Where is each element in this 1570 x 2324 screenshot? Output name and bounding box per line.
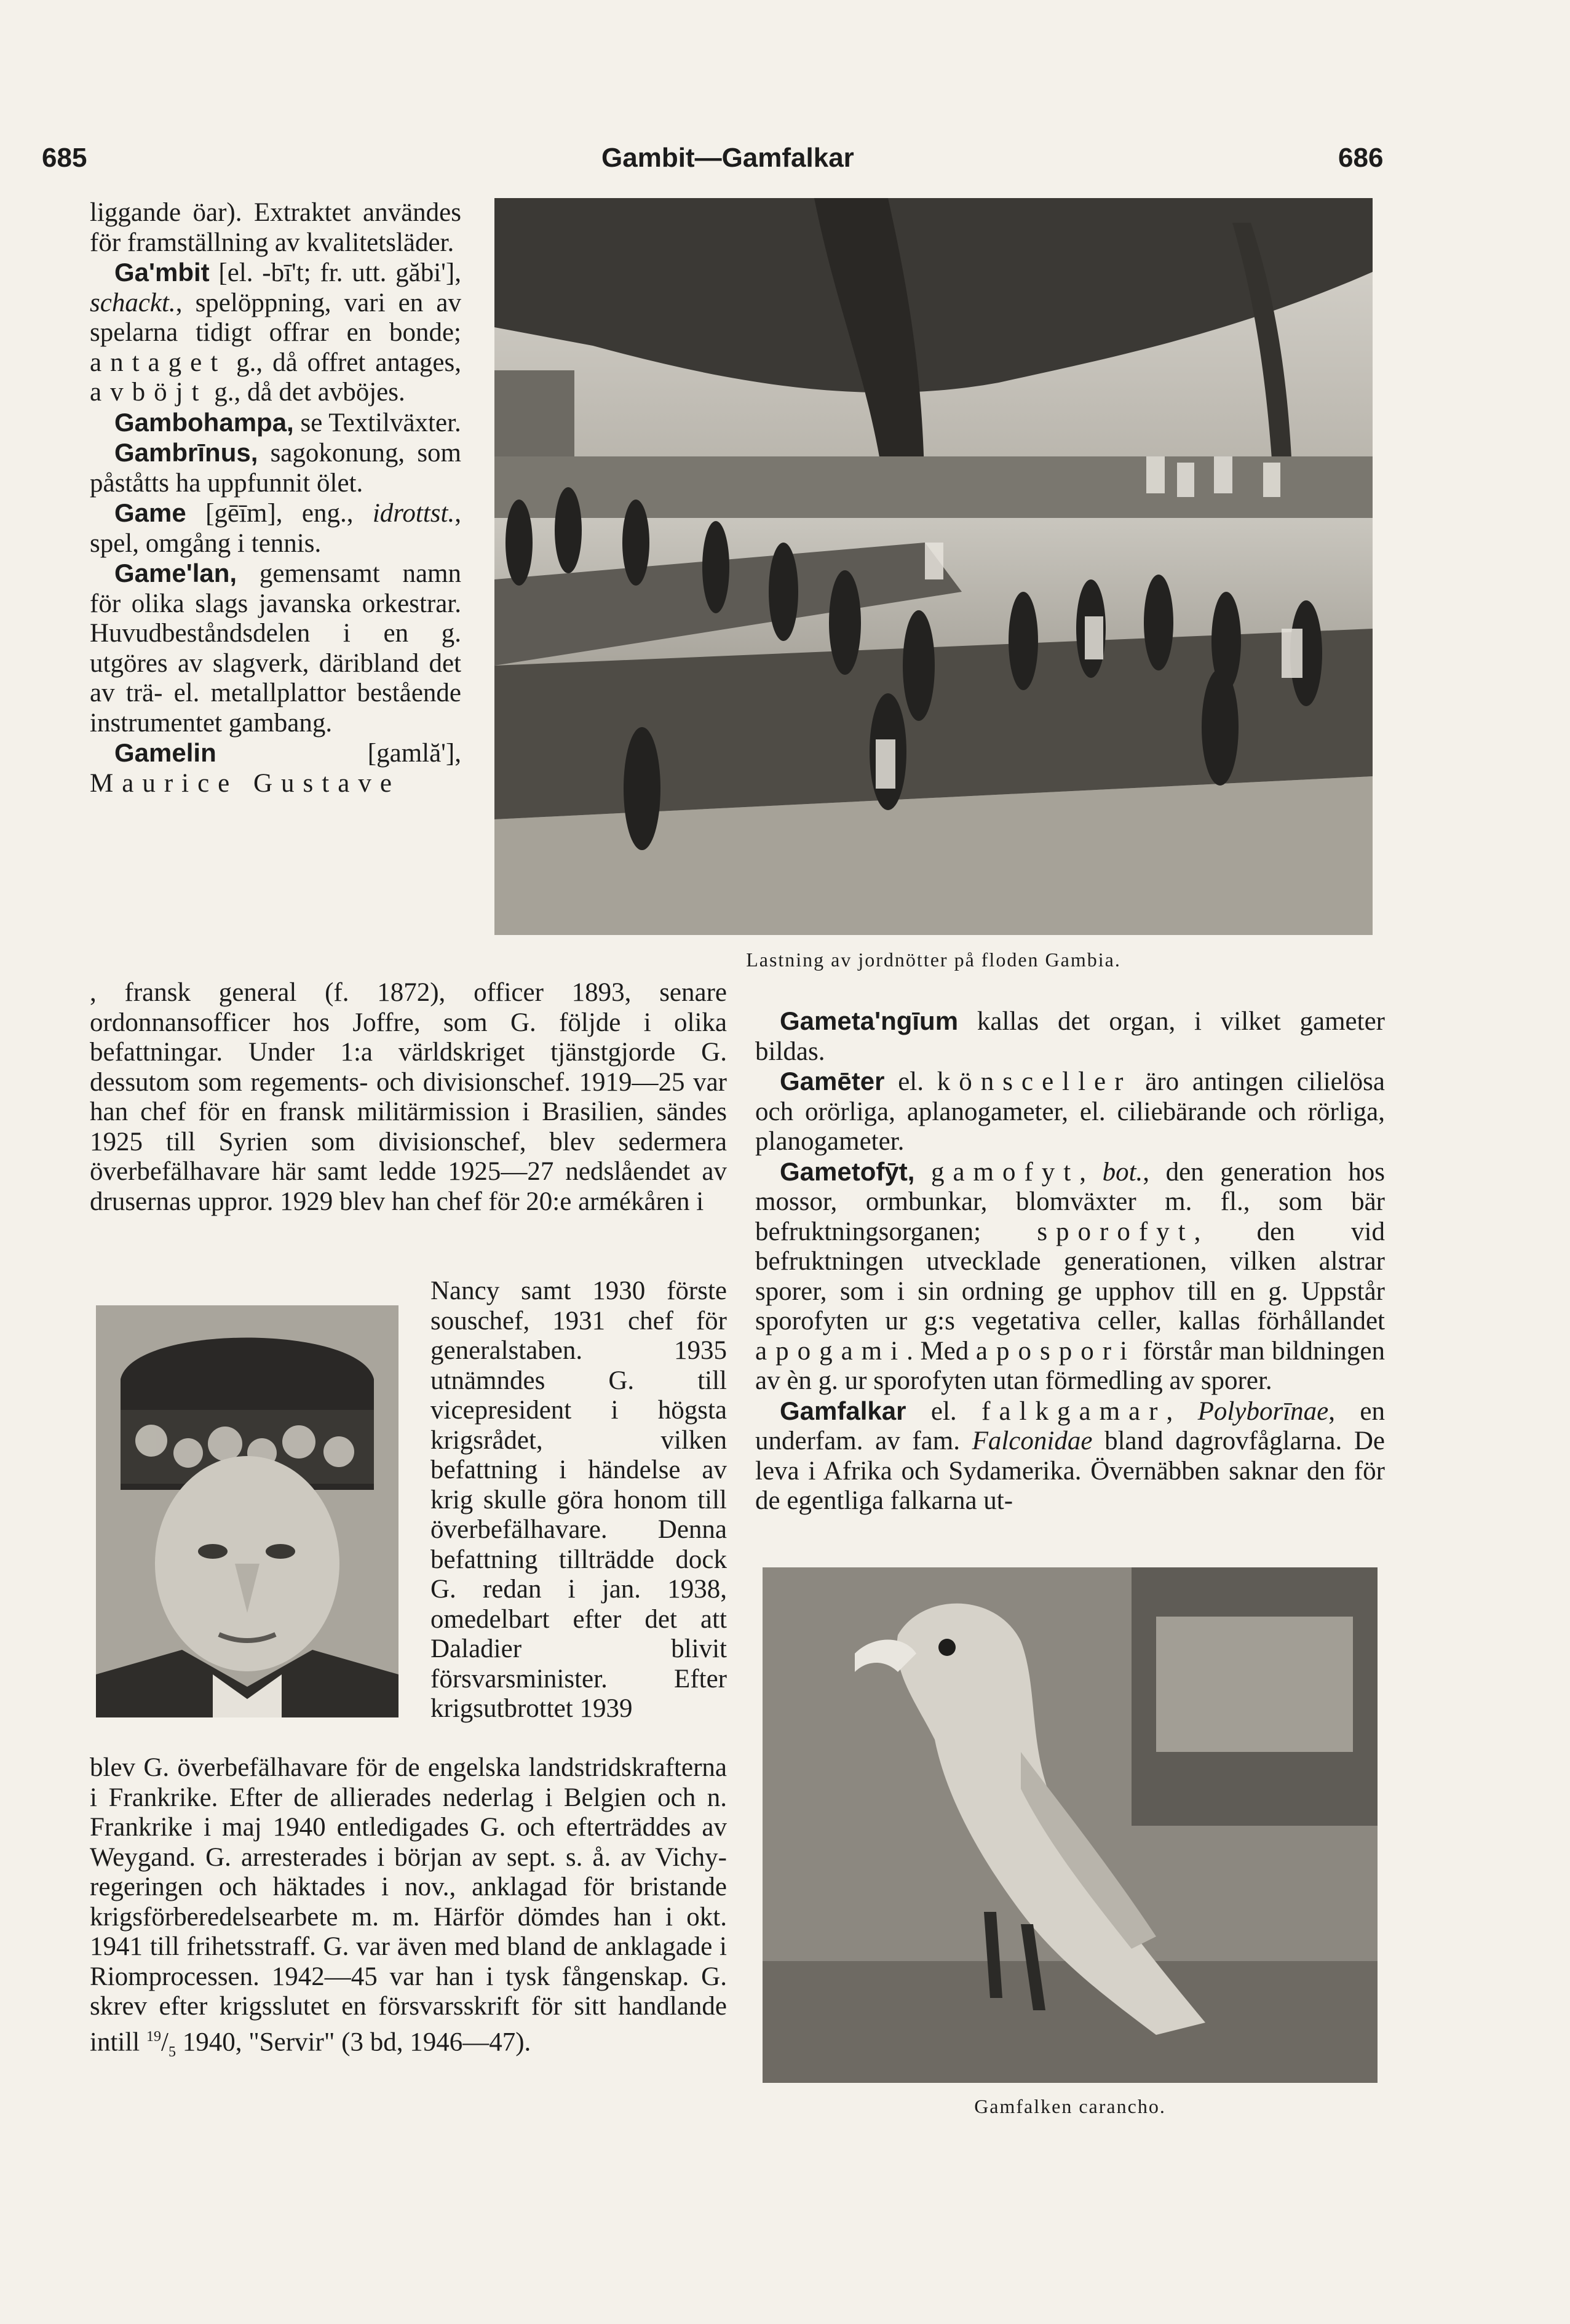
photo-gambia-river [494,198,1373,935]
latin-name: Polyborīnae [1197,1396,1329,1426]
entry-gambit [90,258,461,408]
entry-text: kallas det organ, i vilket gameter bildas. [755,1007,1385,1066]
entry-gamelin-start [90,738,461,798]
entry-gamelin-b: Nancy samt 1930 förste souschef, 1931 chef för generalstaben. 1935 utnämndes G. till vicepresident i högsta krigsrådet, vilken befattning i händelse av krig skulle göra honom till överbefälhavare. Denna befattning tillträdde dock G. redan i jan. 1938, omedelbart efter det att Daladier blivit försvarsminister. Efter krigsutbrottet 1939 [430,1276,727,1723]
page-number-right: 686 [1338,143,1384,173]
headword: Gamēter [780,1067,885,1096]
spaced-term: apospori [975,1336,1136,1366]
caption-caracara: Gamfalken carancho. [974,2095,1166,2117]
headword: Gambrīnus, [114,438,258,467]
entry-gamelin-a: , fransk general (f. 1872), officer 1893, senare ordonnansofficer hos Joffre, som G. följde i olika befattningar. Under 1:a världskriget tjänstgjorde G. dessutom som regements- och divisionschef. 1919—25 var han chef för en fransk militärmission i Brasilien, sändes 1925 till Syrien som divisionschef, blev sedermera överbefälhavare här samt ledde 1925—27 nedslåendet av drusernas uppror. 1929 blev han chef för 20:e armékåren i [90,978,727,1216]
entry-gamelin-c: blev G. överbefälhavare för de engelska landstridskrafterna i Frankrike. Efter de allierades nederlag i Belgien och n. Frankrike i maj 1940 entledigades G. och efterträddes av Weygand. G. arresterades i början av sept. s. å. av Vichy-regeringen och häktades i nov., anklagad för bristande krigsförberedelsearbete m. m. Härför dömdes han i okt. 1941 till frihetsstraff. G. var även med bland de anklagade i Riomprocessen. 1942—45 var han i tysk fångenskap. G. skrev efter krigsslutet en försvarsskrift för sitt handlande intill $^{19}/_5$ 1940, "Servir" (3 bd, 1946—47). [90,1753,727,2060]
spaced-term: gamofyt [930,1157,1080,1187]
entry-text: sagokonung, som påståtts ha uppfunnit ölet. [90,439,461,498]
headword: Gametofȳt, [780,1156,915,1186]
entry-text: , en underfam. av fam. [755,1396,1385,1455]
caption-gambia: Lastning av jordnötter på floden Gambia. [746,949,1121,971]
gamelin-text-bottom [90,1753,727,2067]
entry-text: , spel, omgång i tennis. [90,499,461,558]
headword: Game'lan, [114,559,237,587]
fraction-numerator: 19 [146,2028,161,2045]
headword: Gamelin [114,738,216,767]
entry-text: gemensamt namn för olika slags javanska orkestrar. Huvudbeståndsdelen i en g. utgöres av slagverk, däribland det av trä- el. metallplattor bestående instrumentet gambang. [90,559,461,738]
entry-gamfalkar: Gamfalkar el. falkgamar, Polyborīnae, en underfam. av fam. Falconidae bland dagrovfåglarna. De leva i Afrika och Sydamerika. Övernäbben saknar den för de egentliga falkarna ut- [755,1396,1385,1515]
headword: Gameta'ngīum [780,1006,959,1035]
entry-text: förstår man bildningen av èn g. ur sporofyten utan förmedling av sporer. [755,1336,1385,1395]
left-column-top [90,198,461,798]
headword: Gambohampa, [114,407,294,437]
gamelin-text-full [90,978,727,1217]
spaced-term: avböjt [90,378,208,407]
entry-text: el. [884,1067,937,1096]
headword: Game [114,498,186,527]
spaced-term: antaget [90,348,227,377]
portrait-graphic [96,1305,398,1717]
running-title: Gambit—Gamfalkar [601,143,854,173]
field-label: idrottst. [372,499,455,528]
entry-continuation: liggande öar). Extraktet användes för framställning av kvalitetsläder. [90,198,461,257]
entry-gameter [755,1067,1385,1157]
entry-gambohampa [90,408,461,439]
entry-text: äro antingen cilielösa och orörliga, aplanogameter, el. ciliebärande och rörliga, planogameter. [755,1067,1385,1156]
spaced-term: könsceller [937,1067,1132,1096]
field-label: schackt. [90,288,176,317]
field-label: bot. [1102,1157,1143,1187]
pronunciation: [gamlă'], [216,739,461,768]
headword: Gamfalkar [780,1396,906,1425]
spaced-term: apogami [755,1336,907,1366]
photo-gamelin-portrait [96,1305,398,1717]
fraction-denominator: 5 [168,2043,176,2060]
pronunciation: [el. -bī't; fr. utt. găbi'], [209,258,461,287]
latin-name: Falconidae [972,1427,1093,1455]
pronunciation: [gēīm], eng., [186,499,373,528]
entry-gambrinus [90,438,461,498]
entry-text: g., då det avböjes. [207,378,405,407]
entry-text: blev G. överbefälhavare för de engelska landstridskrafterna i Frankrike. Efter de allierades nederlag i Belgien och n. Frankrike i maj 1940 entledigades G. och efterträddes av Weygand. G. arresterades i början av sept. s. å. av Vichy-regeringen och häktades i nov., anklagad för bristande krigsförberedelsearbete m. m. Härför dömdes han i okt. 1941 till frihetsstraff. G. var även med bland de anklagade i Riomprocessen. 1942—45 var han i tysk fångenskap. G. skrev efter krigsslutet en försvarsskrift för sitt handlande intill [90,1753,727,2056]
entry-text: , den vid befruktningen utvecklade generationen, vilken alstrar sporer, som i sin ordning ge upphov till en g. Uppstår sporofyten ur g:s vegetativa celler, kallas förhållandet [755,1217,1385,1335]
entry-text: 1940, "Servir" (3 bd, 1946—47). [175,2027,531,2056]
spaced-name: Maurice Gustave [90,768,400,798]
entry-text: el. [906,1396,982,1426]
entry-gametangium [755,1006,1385,1067]
entry-text: se Textilväxter. [293,408,461,437]
spaced-term: sporofyt [1037,1217,1194,1246]
entry-text: , spelöppning, vari en av spelarna tidigt offrar en bonde; [90,288,461,347]
river-scene-graphic [494,198,1373,935]
headword: Ga'mbit [114,258,210,287]
entry-text: . Med [906,1336,976,1366]
page-number-left: 685 [42,143,87,173]
entry-text: g., då offret antages, [226,348,461,377]
gamelin-text-beside-portrait [430,1276,727,1724]
bird-graphic [763,1567,1378,2083]
right-column-text [755,1006,1385,1516]
entry-gamelan [90,559,461,738]
entry-gametofyt: Gametofȳt, gamofyt, bot., den generation hos mossor, ormbunkar, blomväxter m. fl., som bär befruktningsorganen; sporofyt, den vid befruktningen utvecklade generationen, vilken alstrar sporer, som i sin ordning ge upphov till en g. Uppstår sporofyten ur g:s vegetativa celler, kallas förhållandet apogami. Med apospori förstår man bildningen av èn g. ur sporofyten utan förmedling av sporer. [755,1156,1385,1395]
spaced-term: falkgamar [981,1396,1167,1426]
entry-text: bland dagrovfåglarna. De leva i Afrika och Sydamerika. Övernäbben saknar den för de egentliga falkarna ut- [755,1427,1385,1515]
entry-game [90,498,461,559]
entry-text: , den generation hos mossor, ormbunkar, blomväxter m. fl., som bär befruktningsorganen; [755,1157,1385,1246]
photo-caracara [763,1567,1378,2083]
